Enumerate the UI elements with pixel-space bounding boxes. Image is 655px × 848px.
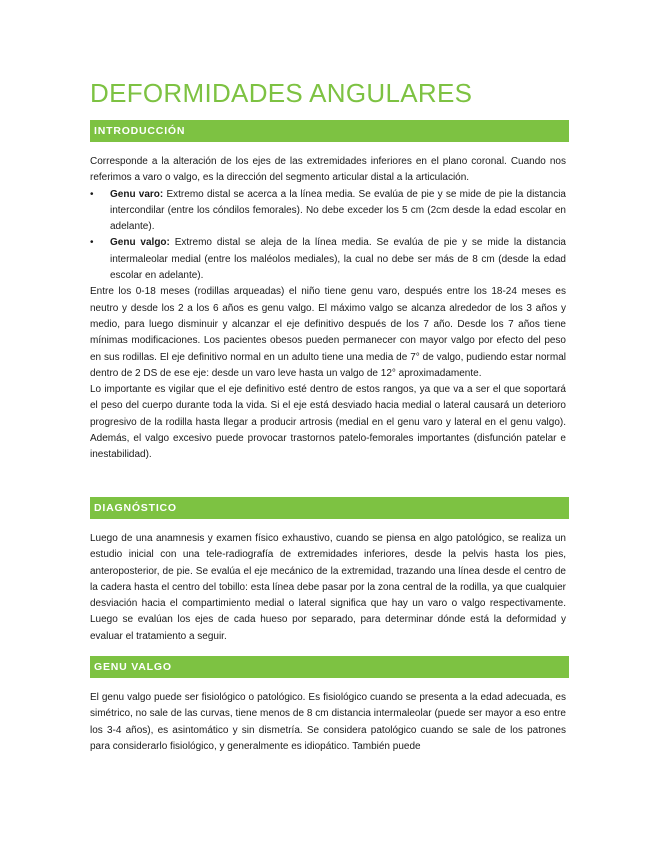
list-item-term: Genu valgo: (110, 237, 170, 249)
bullet-icon: • (90, 237, 94, 249)
list-item-text: Extremo distal se acerca a la línea media. Se evalúa de pie y se mide de pie la distancia intercondilar (entre los cóndilos femorales). No debe exceder los 5 cm (2cm desde la edad escolar en adelante). (110, 188, 566, 233)
section-body-introduccion (90, 154, 566, 464)
paragraph: Lo importante es vigilar que el eje definitivo esté dentro de estos rangos, ya que va a ser el que soportará el peso del cuerpo durante toda la vida. Si el eje está desviado hacia medial o lateral causará un deterioro progresivo de la rodilla hasta llegar a producir artrosis (medial en el genu varo y lateral en el genu valgo). Además, el valgo excesivo puede provocar trastornos patelo-femorales importantes (disfunción patelar e inestabilidad). (90, 384, 566, 461)
paragraph: Luego de una anamnesis y examen físico exhaustivo, cuando se piensa en algo patológico, se realiza un estudio inicial con una tele-radiografía de extremidades inferiores, desde la pelvis hasta los pies, anteroposterior, de pie. Se evalúa el eje mecánico de la extremidad, trazando una línea desde el centro de la cadera hasta el centro del tobillo: esta línea debe pasar por la zona central de la rodilla, ya que cualquier desviación hacia el compartimiento medial o lateral significa que hay un varo o valgo respectivamente. Luego se evalúan los ejes de cada hueso por separado, para determinar dónde está la deformidad y evaluar el tratamiento a seguir. (90, 533, 566, 642)
paragraph: Corresponde a la alteración de los ejes de las extremidades inferiores en el plano coronal. Cuando nos referimos a varo o valgo, es la dirección del segmento articular distal a la articulación. (90, 156, 566, 184)
list-item-text: Extremo distal se aleja de la línea media. Se evalúa de pie y se mide la distancia intermaleolar medial (entre los maléolos mediales), la cual no debe ser más de 8 cm (desde la edad escolar en adelante). (110, 237, 566, 282)
paragraph: Entre los 0-18 meses (rodillas arqueadas) el niño tiene genu varo, después entre los 18-24 meses es neutro y desde los 2 a los 6 años es genu valgo. El máximo valgo se alcanza alrededor de los 3 años y medio, para luego disminuir y alcanzar el eje definitivo después de los 7 año. Desde los 7 años tiene mínimas modificaciones. Los pacientes obesos pueden permanecer con mayor valgo por efecto del peso en sus rodillas. El eje definitivo normal en un adulto tiene una media de 7° de valgo, pudiendo estar normal dentro de 2 DS de ese eje: desde un varo leve hasta un valgo de 12° aproximadamente. (90, 286, 566, 379)
section-body-diagnostico (90, 531, 566, 645)
paragraph: El genu valgo puede ser fisiológico o patológico. Es fisiológico cuando se presenta a la edad adecuada, es simétrico, no sale de las curvas, tiene menos de 8 cm distancia intermaleolar (puede ser mayor a eso entre los 3-4 años), es asintomático y sin dismetría. Se considera patológico cuando se sale de los patrones para considerarlo fisiológico, y generalmente es idiopático. También puede (90, 692, 566, 752)
list-item (90, 235, 566, 284)
document-title: DEFORMIDADES ANGULARES (90, 78, 473, 108)
section-header-diagnostico: DIAGNÓSTICO (90, 497, 569, 519)
section-body-genu-valgo (90, 690, 566, 755)
section-header-genu-valgo: GENU VALGO (90, 656, 569, 678)
section-header-introduccion: INTRODUCCIÓN (90, 120, 569, 142)
list-item (90, 187, 566, 236)
list-item-term: Genu varo: (110, 188, 164, 200)
bullet-list (90, 187, 566, 285)
bullet-icon: • (90, 188, 94, 200)
